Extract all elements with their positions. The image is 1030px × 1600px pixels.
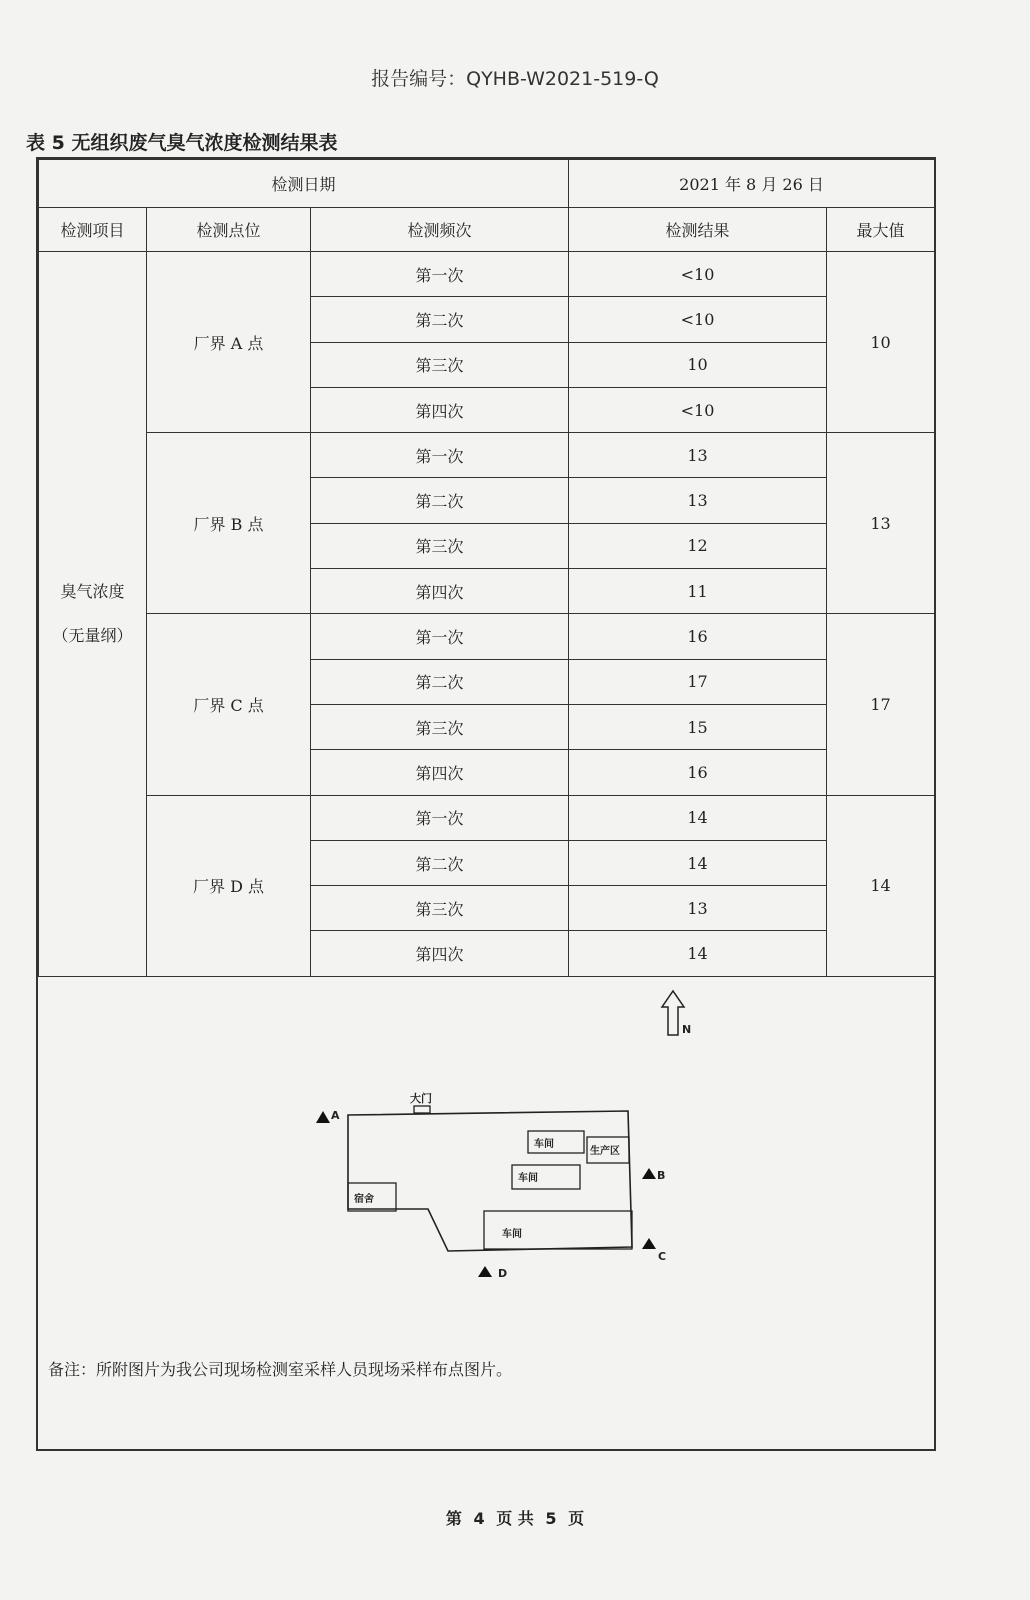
freq-cell: 第一次	[311, 795, 569, 840]
page-footer	[0, 1506, 1030, 1529]
freq-cell: 第四次	[311, 569, 569, 614]
point-b-marker-icon	[642, 1168, 656, 1179]
report-number: 报告编号：QYHB-W2021-519-Q	[371, 68, 659, 90]
freq-cell: 第一次	[311, 252, 569, 297]
col-header-result: 检测结果	[569, 208, 827, 252]
point-cell: 厂界 C 点	[147, 614, 311, 795]
footer-current-page: 4	[473, 1509, 485, 1528]
results-table	[38, 159, 935, 977]
table-row	[39, 614, 935, 659]
freq-cell: 第二次	[311, 840, 569, 885]
north-arrow-icon	[662, 991, 684, 1035]
table-header-row-1	[39, 160, 935, 208]
point-a-marker-icon	[316, 1111, 330, 1123]
freq-cell: 第四次	[311, 387, 569, 432]
result-cell: <10	[569, 387, 827, 432]
max-cell: 14	[827, 795, 935, 976]
col-header-item: 检测项目	[39, 208, 147, 252]
result-cell: 16	[569, 750, 827, 795]
workshop-1-label: 车间	[534, 1139, 554, 1150]
max-cell: 17	[827, 614, 935, 795]
freq-cell: 第三次	[311, 342, 569, 387]
workshop-3-label: 车间	[502, 1229, 522, 1240]
table-row	[39, 433, 935, 478]
max-cell: 13	[827, 433, 935, 614]
footer-prefix: 第	[445, 1509, 462, 1528]
date-label: 检测日期	[39, 160, 569, 208]
freq-cell: 第二次	[311, 478, 569, 523]
point-d-label: D	[498, 1267, 508, 1280]
freq-cell: 第一次	[311, 433, 569, 478]
point-cell: 厂界 B 点	[147, 433, 311, 614]
footer-suffix: 页	[568, 1509, 585, 1528]
result-cell: 14	[569, 795, 827, 840]
freq-cell: 第三次	[311, 523, 569, 568]
dorm-label: 宿舍	[354, 1194, 374, 1205]
freq-cell: 第三次	[311, 704, 569, 749]
result-cell: 13	[569, 478, 827, 523]
site-boundary	[348, 1111, 632, 1251]
result-cell: 11	[569, 569, 827, 614]
workshop-2-label: 车间	[518, 1173, 538, 1184]
result-cell: 12	[569, 523, 827, 568]
result-cell: 17	[569, 659, 827, 704]
result-cell: <10	[569, 297, 827, 342]
col-header-max: 最大值	[827, 208, 935, 252]
result-cell: 14	[569, 840, 827, 885]
report-frame	[36, 157, 936, 1451]
result-cell: <10	[569, 252, 827, 297]
freq-cell: 第一次	[311, 614, 569, 659]
col-header-point: 检测点位	[147, 208, 311, 252]
point-cell: 厂界 D 点	[147, 795, 311, 976]
point-b-label: B	[657, 1169, 666, 1182]
footer-total-pages: 5	[545, 1509, 557, 1528]
sampling-map	[38, 987, 934, 1347]
remark-note: 备注：所附图片为我公司现场检测室采样人员现场采样布点图片。	[48, 1360, 513, 1379]
result-cell: 10	[569, 342, 827, 387]
max-cell: 10	[827, 252, 935, 433]
freq-cell: 第二次	[311, 659, 569, 704]
gate-icon	[414, 1106, 430, 1113]
result-cell: 13	[569, 886, 827, 931]
table-header-row-2	[39, 208, 935, 252]
freq-cell: 第二次	[311, 297, 569, 342]
result-cell: 15	[569, 704, 827, 749]
point-c-marker-icon	[642, 1238, 656, 1249]
item-unit: （无量纲）	[52, 625, 133, 645]
point-c-label: C	[658, 1250, 667, 1263]
result-cell: 13	[569, 433, 827, 478]
result-cell: 16	[569, 614, 827, 659]
point-cell: 厂界 A 点	[147, 252, 311, 433]
item-name: 臭气浓度	[60, 581, 125, 601]
col-header-freq: 检测频次	[311, 208, 569, 252]
table-row	[39, 795, 935, 840]
result-cell: 14	[569, 931, 827, 976]
point-d-marker-icon	[478, 1266, 492, 1277]
freq-cell: 第四次	[311, 931, 569, 976]
freq-cell: 第四次	[311, 750, 569, 795]
date-value: 2021 年 8 月 26 日	[569, 160, 935, 208]
point-a-label: A	[331, 1109, 340, 1122]
table-row	[39, 252, 935, 297]
gate-label: 大门	[410, 1092, 432, 1105]
footer-mid: 页 共	[496, 1509, 534, 1528]
freq-cell: 第三次	[311, 886, 569, 931]
table-title: 表 5 无组织废气臭气浓度检测结果表	[26, 132, 338, 154]
production-label: 生产区	[590, 1146, 620, 1157]
north-label: N	[682, 1023, 692, 1036]
item-cell	[39, 252, 147, 977]
